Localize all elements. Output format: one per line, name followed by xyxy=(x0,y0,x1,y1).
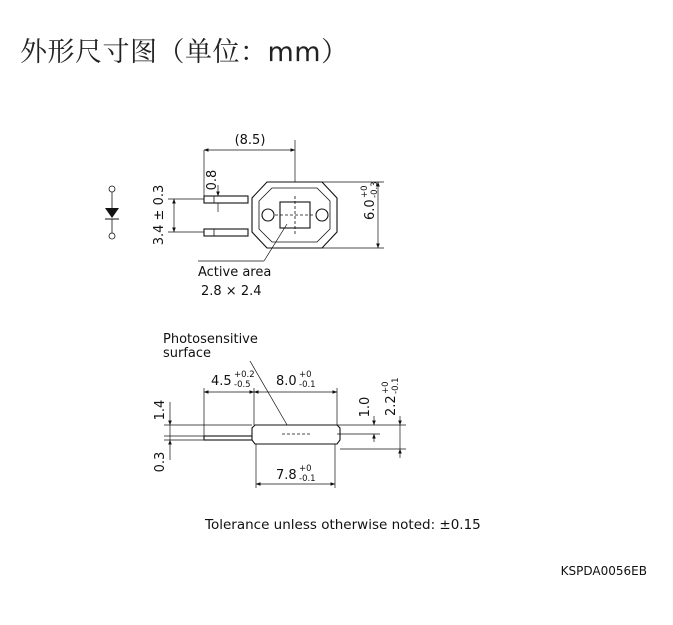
height-sup-label: +0 xyxy=(360,185,370,198)
top-view xyxy=(105,133,384,299)
height-2-label: 0.3 xyxy=(153,451,168,473)
lower-lead xyxy=(204,229,248,236)
height-4-sub: -0.1 xyxy=(391,377,401,394)
dim-b-sub: -0.1 xyxy=(299,380,316,390)
dim-a-label: 4.5 xyxy=(211,374,232,389)
drawing-code: KSPDA0056EB xyxy=(560,564,647,578)
height-4-label: 2.2 xyxy=(384,395,399,416)
active-area-label: Active area xyxy=(198,265,272,280)
page-title: 外形尺寸图（单位：mm） xyxy=(20,37,349,68)
side-package-body xyxy=(252,425,340,444)
lead-width-label: 0.8 xyxy=(205,169,220,191)
dim-c-label: 7.8 xyxy=(276,468,297,483)
mounting-hole-left xyxy=(262,209,274,221)
side-view xyxy=(153,332,406,488)
photosensitive-label-line2: surface xyxy=(163,346,212,361)
tolerance-note: Tolerance unless otherwise noted: ±0.15 xyxy=(205,517,481,533)
dim-a-sup: +0.2 xyxy=(234,370,255,380)
height-1-label: 1.4 xyxy=(153,399,168,421)
height-label: 6.0 xyxy=(363,199,378,220)
dim-b-sup: +0 xyxy=(299,370,312,380)
photosensitive-label-line1: Photosensitive xyxy=(163,332,258,347)
dim-a-sub: -0.5 xyxy=(234,380,251,390)
upper-lead xyxy=(204,196,248,203)
lead-pitch-label: 3.4 ± 0.3 xyxy=(152,184,167,246)
overall-width-label: (8.5) xyxy=(234,133,266,148)
height-4-sup: +0 xyxy=(381,381,391,394)
height-3-label: 1.0 xyxy=(358,396,373,418)
side-lead xyxy=(204,436,254,440)
dim-c-sub: -0.1 xyxy=(299,474,316,484)
dim-b-label: 8.0 xyxy=(276,374,297,389)
height-sub-label: -0.3 xyxy=(370,181,380,198)
active-area-size: 2.8 × 2.4 xyxy=(201,284,262,299)
photodiode-symbol-icon xyxy=(105,186,119,239)
mounting-hole-right xyxy=(316,209,328,221)
dim-c-sup: +0 xyxy=(299,464,312,474)
